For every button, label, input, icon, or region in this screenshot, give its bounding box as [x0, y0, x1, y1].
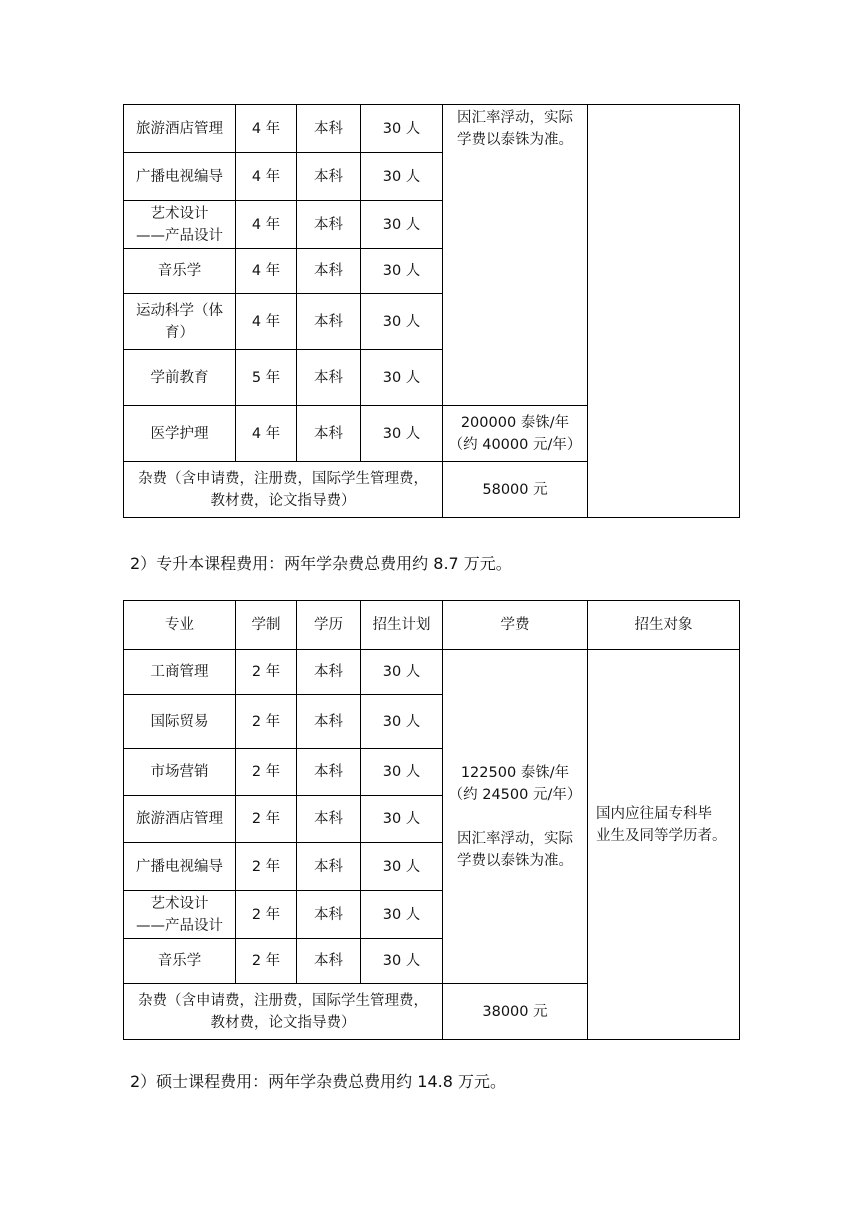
major-cell: 广播电视编导 [124, 153, 236, 201]
quota-cell: 30 人 [361, 891, 443, 939]
major-line: 育） [165, 324, 194, 341]
duration-cell: 4 年 [236, 249, 297, 294]
upgrade-program-heading: 2）专升本课程费用：两年学杂费总费用约 8.7 万元。 [130, 554, 512, 573]
degree-cell: 本科 [297, 201, 361, 249]
quota-cell: 30 人 [361, 249, 443, 294]
major-cell [124, 201, 236, 249]
fee-note-line: 因汇率浮动，实际 [457, 830, 573, 847]
misc-fee-value: 38000 元 [443, 984, 588, 1040]
major-cell: 市场营销 [124, 749, 236, 796]
duration-cell: 2 年 [236, 843, 297, 891]
degree-cell: 本科 [297, 939, 361, 984]
major-cell: 音乐学 [124, 249, 236, 294]
upgrade-fee-table [123, 600, 740, 1040]
duration-cell: 4 年 [236, 153, 297, 201]
duration-cell: 2 年 [236, 695, 297, 749]
duration-cell: 4 年 [236, 201, 297, 249]
undergrad-fee-table [123, 104, 740, 518]
degree-cell: 本科 [297, 843, 361, 891]
quota-cell: 30 人 [361, 201, 443, 249]
major-cell: 工商管理 [124, 650, 236, 695]
master-program-heading: 2）硕士课程费用：两年学杂费总费用约 14.8 万元。 [130, 1072, 506, 1091]
duration-cell: 5 年 [236, 350, 297, 406]
misc-fee-label [124, 984, 443, 1040]
major-cell: 国际贸易 [124, 695, 236, 749]
fee-note-line: 学费以泰铢为准。 [457, 852, 573, 869]
header-quota: 招生计划 [361, 601, 443, 650]
major-cell: 旅游酒店管理 [124, 796, 236, 843]
duration-cell: 4 年 [236, 294, 297, 350]
misc-fee-label [124, 462, 443, 518]
quota-cell: 30 人 [361, 843, 443, 891]
target-cell-empty [588, 105, 740, 518]
duration-cell: 2 年 [236, 650, 297, 695]
degree-cell: 本科 [297, 891, 361, 939]
duration-cell: 4 年 [236, 105, 297, 153]
duration-cell: 2 年 [236, 749, 297, 796]
misc-label-line: 杂费（含申请费，注册费，国际学生管理费， [138, 470, 428, 487]
degree-cell: 本科 [297, 695, 361, 749]
major-cell: 医学护理 [124, 406, 236, 462]
major-line: ——产品设计 [136, 917, 223, 934]
degree-cell: 本科 [297, 650, 361, 695]
degree-cell: 本科 [297, 153, 361, 201]
quota-cell: 30 人 [361, 939, 443, 984]
major-line: 艺术设计 [150, 205, 209, 222]
misc-fee-value: 58000 元 [443, 462, 588, 518]
degree-cell: 本科 [297, 105, 361, 153]
degree-cell: 本科 [297, 749, 361, 796]
target-cell [588, 650, 740, 1040]
major-line: ——产品设计 [136, 227, 223, 244]
fee-line: （约 40000 元/年） [448, 436, 582, 453]
duration-cell: 4 年 [236, 406, 297, 462]
major-cell: 音乐学 [124, 939, 236, 984]
header-duration: 学制 [236, 601, 297, 650]
degree-cell: 本科 [297, 294, 361, 350]
fee-note-line: 学费以泰铢为准。 [457, 132, 573, 148]
major-cell [124, 294, 236, 350]
quota-cell: 30 人 [361, 695, 443, 749]
tuition-cell [443, 650, 588, 984]
degree-cell: 本科 [297, 406, 361, 462]
misc-label-line: 教材费，论文指导费） [210, 492, 356, 509]
fee-note-line: 因汇率浮动，实际 [457, 110, 573, 126]
table-row [124, 105, 740, 153]
quota-cell: 30 人 [361, 294, 443, 350]
header-degree: 学历 [297, 601, 361, 650]
target-line: 国内应往届专科毕 [596, 805, 712, 822]
misc-label-line: 杂费（含申请费，注册费，国际学生管理费， [138, 992, 428, 1009]
misc-label-line: 教材费，论文指导费） [210, 1014, 356, 1031]
quota-cell: 30 人 [361, 796, 443, 843]
major-cell: 旅游酒店管理 [124, 105, 236, 153]
fee-line: 200000 泰铢/年 [460, 414, 570, 431]
major-line: 运动科学（体 [136, 302, 223, 319]
quota-cell: 30 人 [361, 105, 443, 153]
header-major: 专业 [124, 601, 236, 650]
duration-cell: 2 年 [236, 796, 297, 843]
target-line: 业生及同等学历者。 [596, 827, 727, 844]
header-target: 招生对象 [588, 601, 740, 650]
major-cell: 学前教育 [124, 350, 236, 406]
major-cell: 广播电视编导 [124, 843, 236, 891]
quota-cell: 30 人 [361, 650, 443, 695]
degree-cell: 本科 [297, 796, 361, 843]
header-fee: 学费 [443, 601, 588, 650]
fee-line: （约 24500 元/年） [448, 786, 582, 803]
major-line: 艺术设计 [150, 895, 209, 912]
quota-cell: 30 人 [361, 350, 443, 406]
duration-cell: 2 年 [236, 939, 297, 984]
degree-cell: 本科 [297, 249, 361, 294]
quota-cell: 30 人 [361, 749, 443, 796]
degree-cell: 本科 [297, 350, 361, 406]
nursing-fee-cell [443, 406, 588, 462]
quota-cell: 30 人 [361, 153, 443, 201]
fee-line: 122500 泰铢/年 [460, 764, 570, 781]
major-cell [124, 891, 236, 939]
table-row [124, 650, 740, 695]
duration-cell: 2 年 [236, 891, 297, 939]
fee-note-cell [443, 105, 588, 406]
quota-cell: 30 人 [361, 406, 443, 462]
table-header-row [124, 601, 740, 650]
